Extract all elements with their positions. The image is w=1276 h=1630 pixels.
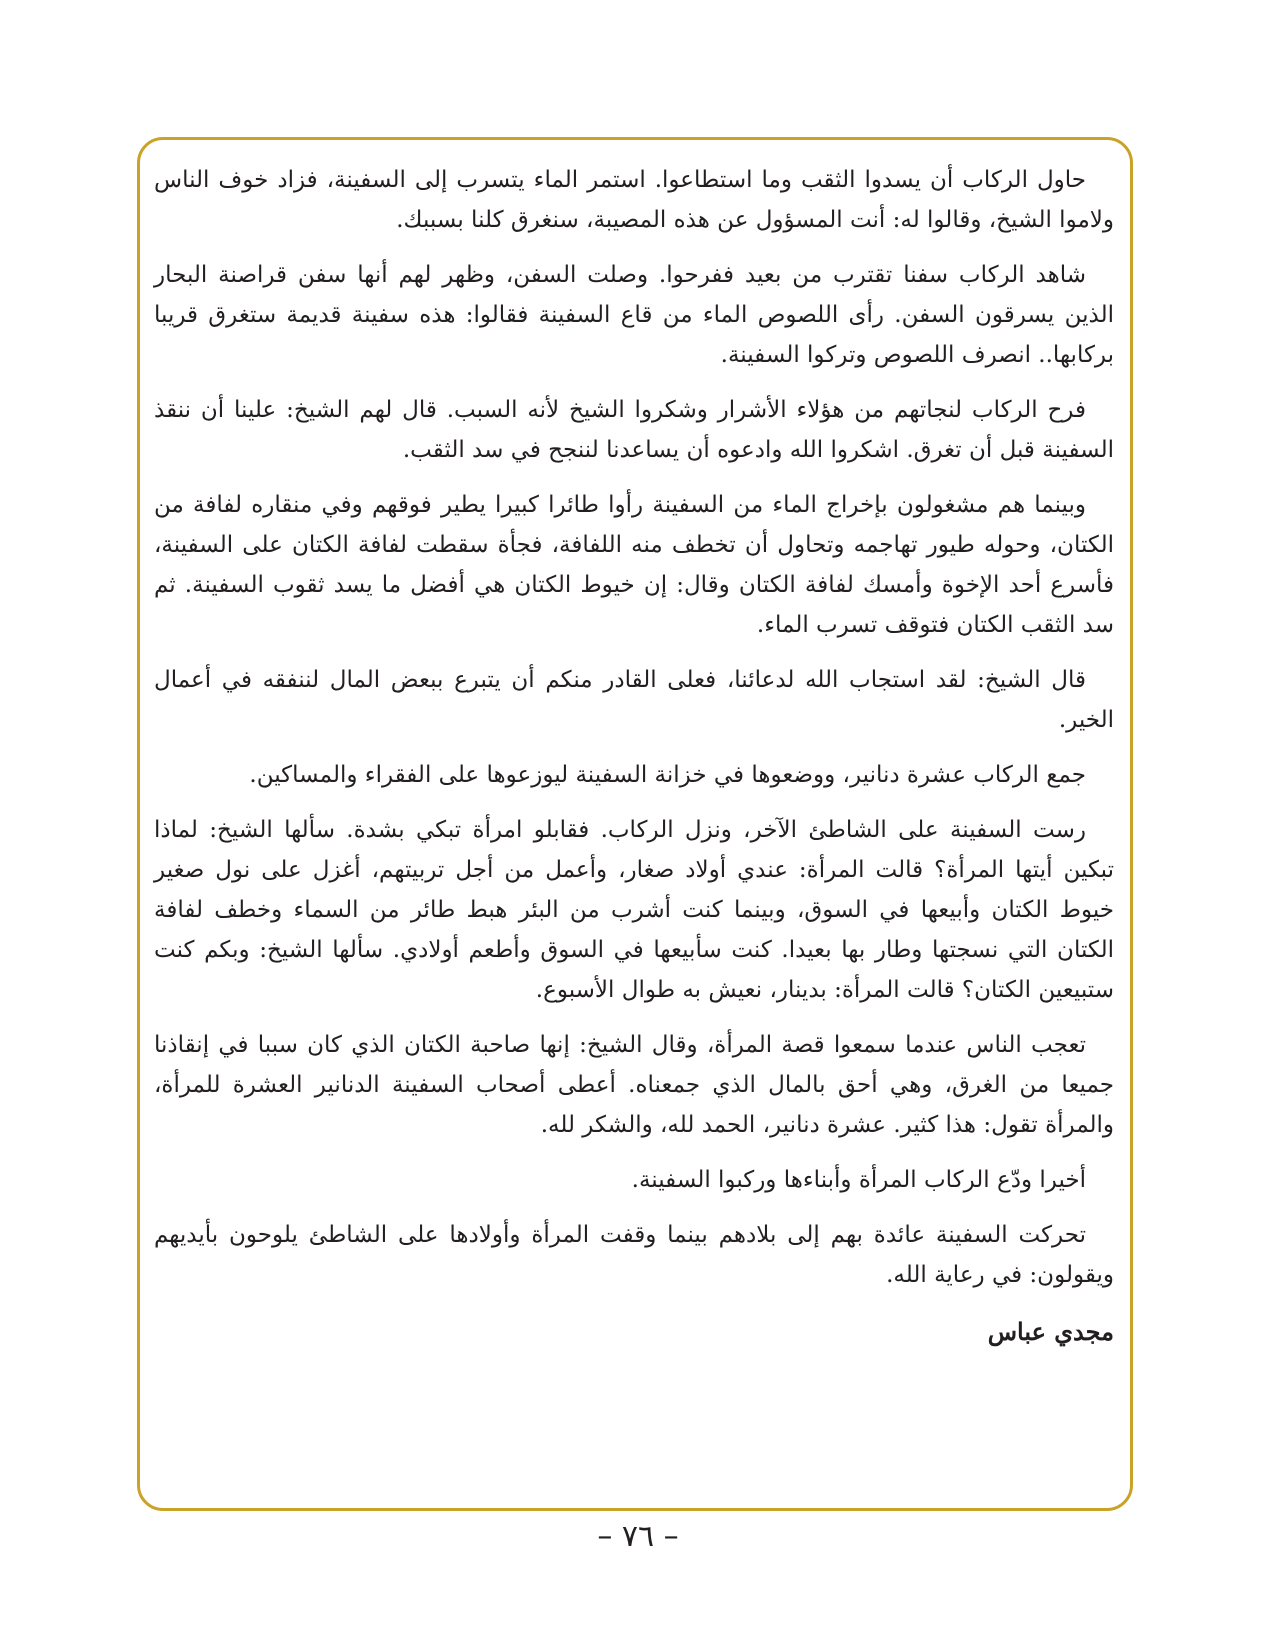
paragraph: وبينما هم مشغولون بإخراج الماء من السفينة رأوا طائرا كبيرا يطير فوقهم وفي منقاره لفافة من الكتان، وحوله طيور تهاجمه وتحاول أن تخطف منه اللفافة، فجأة سقطت لفافة الكتان على السفينة، فأسرع أحد الإخوة وأمسك لفافة الكتان وقال: إن خيوط الكتان هي أفضل ما يسد ثقوب السفينة. ثم سد الثقب الكتان فتوقف تسرب الماء. — [154, 492, 1114, 638]
paragraph: شاهد الركاب سفنا تقترب من بعيد ففرحوا. وصلت السفن، وظهر لهم أنها سفن قراصنة البحار الذين يسرقون السفن. رأى اللصوص الماء من قاع السفينة فقالوا: هذه سفينة قديمة ستغرق قريبا بركابها.. انصرف اللصوص وتركوا السفينة. — [154, 262, 1114, 368]
paragraph: فرح الركاب لنجاتهم من هؤلاء الأشرار وشكروا الشيخ لأنه السبب. قال لهم الشيخ: علينا أن ننقذ السفينة قبل أن تغرق. اشكروا الله وادعوه أن يساعدنا لننجح في سد الثقب. — [154, 397, 1114, 463]
paragraph: قال الشيخ: لقد استجاب الله لدعائنا، فعلى القادر منكم أن يتبرع ببعض المال لننفقه في أعمال الخير. — [154, 667, 1114, 733]
story-text — [154, 160, 1114, 1354]
paragraph: تحركت السفينة عائدة بهم إلى بلادهم بينما وقفت المرأة وأولادها على الشاطئ يلوحون بأيديهم ويقولون: في رعاية الله. — [154, 1222, 1114, 1288]
paragraph: حاول الركاب أن يسدوا الثقب وما استطاعوا. استمر الماء يتسرب إلى السفينة، فزاد خوف الناس ولاموا الشيخ، وقالوا له: أنت المسؤول عن هذه المصيبة، سنغرق كلنا بسببك. — [154, 167, 1114, 233]
paragraph: أخيرا ودّع الركاب المرأة وأبناءها وركبوا السفينة. — [631, 1167, 1086, 1193]
author-name: مجدي عباس — [987, 1317, 1114, 1346]
paragraph: جمع الركاب عشرة دنانير، ووضعوها في خزانة السفينة ليوزعوها على الفقراء والمساكين. — [249, 762, 1086, 788]
paragraph: تعجب الناس عندما سمعوا قصة المرأة، وقال الشيخ: إنها صاحبة الكتان الذي كان سببا في إنقاذنا جميعا من الغرق، وهي أحق بالمال الذي جمعناه. أعطى أصحاب السفينة الدنانير العشرة للمرأة، والمرأة تقول: هذا كثير. عشرة دنانير، الحمد لله، والشكر لله. — [154, 1032, 1114, 1138]
page-number: – ٧٦ – — [597, 1519, 679, 1554]
paragraph: رست السفينة على الشاطئ الآخر، ونزل الركاب. فقابلو امرأة تبكي بشدة. سألها الشيخ: لماذا تبكين أيتها المرأة؟ قالت المرأة: عندي أولاد صغار، وأعمل من أجل تربيتهم، أغزل على نول صغير خيوط الكتان وأبيعها في السوق، وبينما كنت أشرب من البئر هبط طائر من السماء وخطف لفافة الكتان التي نسجتها وطار بها بعيدا. كنت سأبيعها في السوق وأطعم أولادي. سألها الشيخ: وبكم كنت ستبيعين الكتان؟ قالت المرأة: بدينار، نعيش به طوال الأسبوع. — [154, 817, 1114, 1003]
